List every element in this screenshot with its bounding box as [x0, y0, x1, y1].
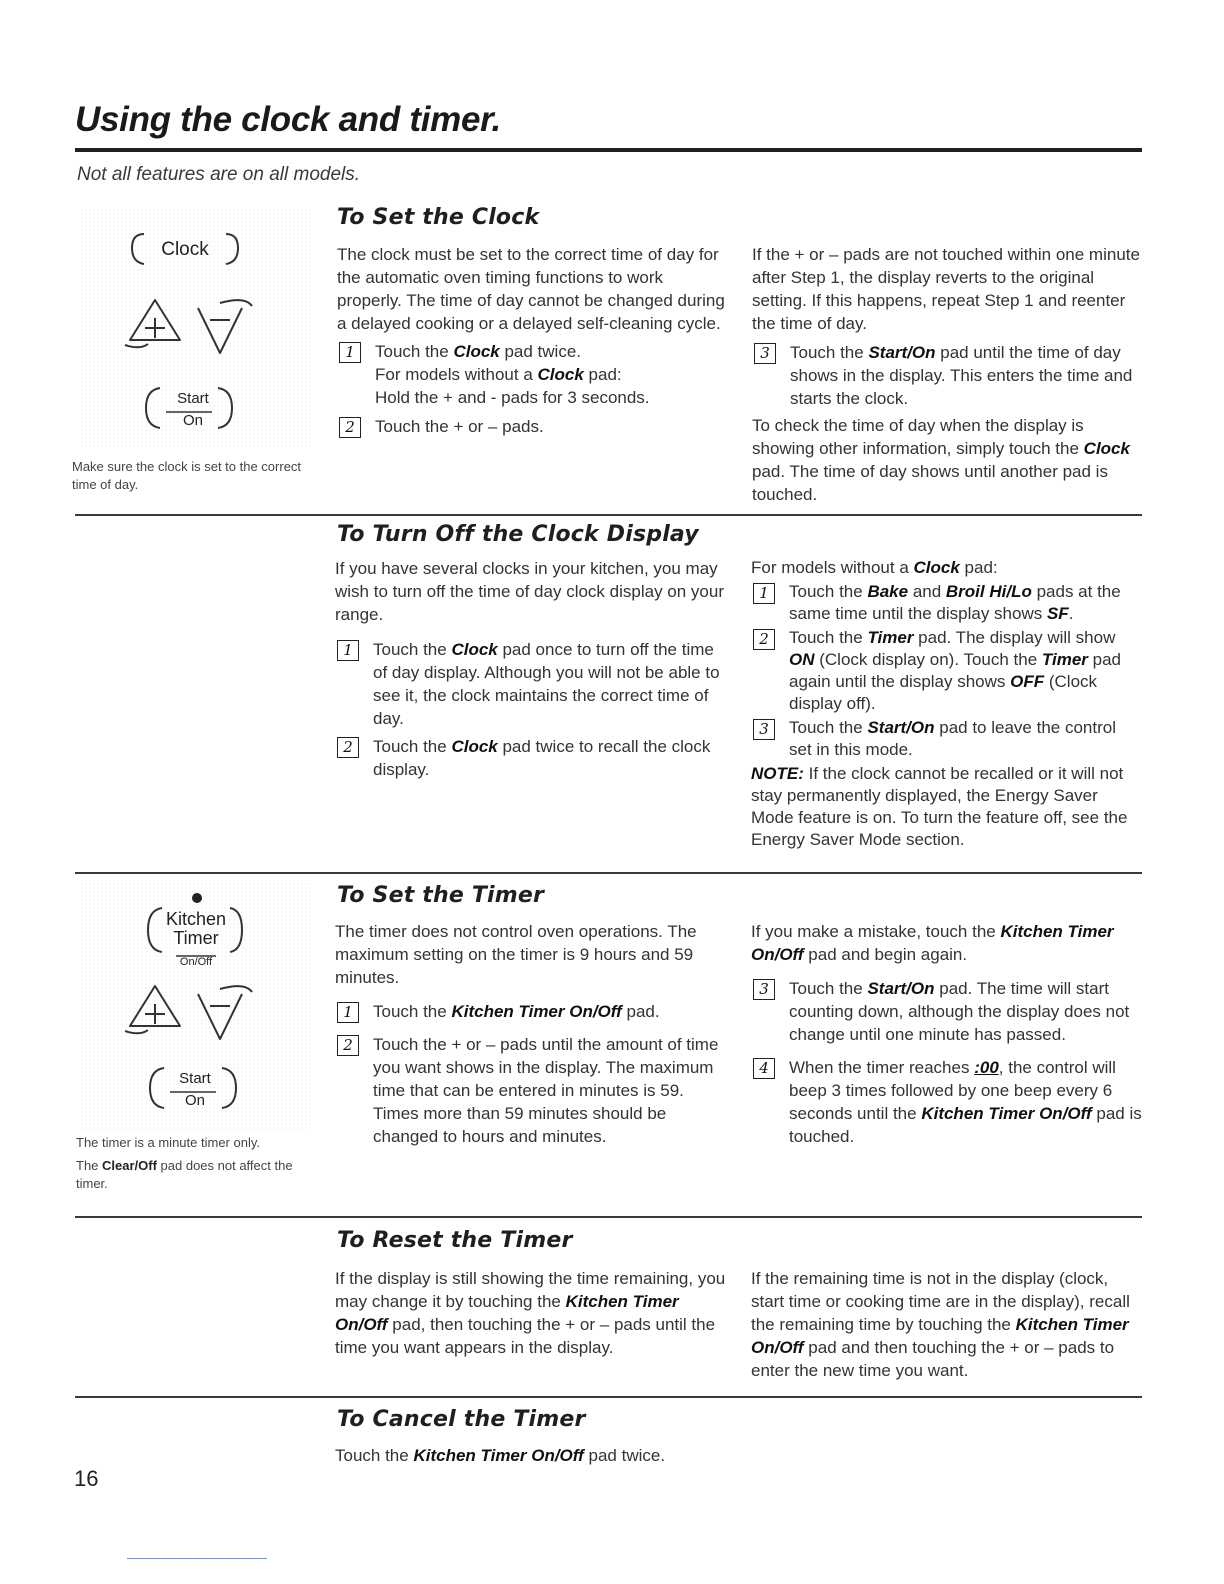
clock-pad-label: Clock — [161, 239, 209, 260]
timer-onoff-label: On/Off — [179, 956, 213, 968]
clock-caption: Make sure the clock is set to the correct time of day. — [72, 459, 302, 492]
heading-set-timer: To Set the Timer — [337, 883, 545, 908]
set-timer-left-column — [335, 920, 730, 1148]
kitchen-pad-label: Kitchen — [165, 909, 227, 929]
turn-off-right-step-2: 2 Touch the Timer pad. The display will show ON (Clock display on). Touch the Timer pad again until the display shows OFF (Clock display off). — [751, 627, 1143, 715]
set-clock-step-1: 1 Touch the Clock pad twice. For models without a Clock pad: Hold the + and - pads for 3 seconds. — [337, 340, 729, 409]
section-divider — [75, 1396, 1142, 1398]
heading-cancel-timer: To Cancel the Timer — [337, 1407, 586, 1432]
timer-on-pad-label: On — [184, 1092, 205, 1109]
reset-timer-right: If the remaining time is not in the display (clock, start time or cooking time are in the display), recall the remaining time by touching the Kitchen Timer On/Off pad and then touching the + or – pads to enter the new time you want. — [751, 1269, 1130, 1380]
step-number-2: 2 — [339, 417, 361, 438]
heading-turn-off-clock: To Turn Off the Clock Display — [337, 522, 699, 547]
timer-caption-2: The Clear/Off pad does not affect the timer. — [76, 1158, 293, 1191]
timer-pad-label: Timer — [173, 928, 219, 948]
set-timer-step-1: 1 Touch the Kitchen Timer On/Off pad. — [335, 1000, 730, 1023]
timer-start-pad-label: Start — [179, 1070, 211, 1087]
set-clock-check-text: To check the time of day when the display is showing other information, simply touch the Clock pad. The time of day shows until another pad is touched. — [752, 416, 1130, 504]
reset-timer-left: If the display is still showing the time remaining, you may change it by touching the Kitchen Timer On/Off pad, then touching the + or – pads until the time you want appears in the display. — [335, 1269, 726, 1357]
timer-caption-1: The timer is a minute timer only. — [76, 1135, 260, 1150]
cancel-timer-text: Touch the Kitchen Timer On/Off pad twice. — [335, 1446, 666, 1465]
footer-line — [127, 1558, 267, 1559]
set-timer-right-intro: If you make a mistake, touch the Kitchen Timer On/Off pad and begin again. — [751, 922, 1114, 964]
set-timer-right-column — [751, 920, 1143, 1148]
turn-off-note: NOTE: If the clock cannot be recalled or it will not stay permanently displayed, the Energy Saver Mode feature is on. To turn the feature off, see the Energy Saver Mode section. — [751, 764, 1128, 849]
set-timer-step-2: 2 Touch the + or – pads until the amount of time you want shows in the display. The maximum time that can be entered in minutes is 59. Times more than 59 minutes should be changed to hours and minutes. — [335, 1033, 730, 1148]
set-clock-step-2: 2 Touch the + or – pads. — [337, 415, 729, 438]
set-timer-step-3: 3 Touch the Start/On pad. The time will start counting down, although the display does not change until one minute has passed. — [751, 977, 1143, 1046]
timer-pad-illustration — [80, 882, 310, 1132]
turn-off-right-column — [751, 557, 1143, 851]
heading-reset-timer: To Reset the Timer — [337, 1228, 573, 1253]
clock-on-pad-label: On — [182, 412, 203, 429]
section-divider — [75, 872, 1142, 874]
section-divider — [75, 1216, 1142, 1218]
page-number: 16 — [74, 1466, 99, 1491]
turn-off-intro: If you have several clocks in your kitchen, you may wish to turn off the time of day clock display on your range. — [335, 559, 724, 624]
turn-off-right-step-1: 1 Touch the Bake and Broil Hi/Lo pads at the same time until the display shows SF. — [751, 581, 1143, 625]
turn-off-right-step-3: 3 Touch the Start/On pad to leave the control set in this mode. — [751, 717, 1143, 761]
title-rule — [75, 148, 1142, 152]
turn-off-left-column — [335, 557, 730, 781]
set-clock-right-column — [752, 243, 1142, 506]
set-clock-right-intro: If the + or – pads are not touched within one minute after Step 1, the display reverts to the original setting. If this happens, repeat Step 1 and reenter the time of day. — [752, 245, 1140, 333]
set-clock-intro: The clock must be set to the correct time of day for the automatic oven timing functions to work properly. The time of day cannot be changed during a delayed cooking or a delayed self-cleaning cycle. — [337, 245, 725, 333]
heading-set-clock: To Set the Clock — [337, 205, 540, 230]
step-number-3: 3 — [754, 343, 776, 364]
step-number-1: 1 — [339, 342, 361, 363]
set-timer-step-4: 4 When the timer reaches :00, the control will beep 3 times followed by one beep every 6 seconds until the Kitchen Timer On/Off pad is touched. — [751, 1056, 1143, 1148]
turn-off-right-intro: For models without a Clock pad: — [751, 558, 998, 577]
set-clock-left-column — [337, 243, 729, 438]
clock-pad-illustration — [80, 208, 310, 448]
page-subtitle: Not all features are on all models. — [77, 164, 361, 185]
section-divider — [75, 514, 1142, 516]
set-timer-intro: The timer does not control oven operations. The maximum setting on the timer is 9 hours and 59 minutes. — [335, 922, 697, 987]
page-title: Using the clock and timer. — [75, 100, 501, 139]
clock-start-pad-label: Start — [177, 390, 209, 407]
set-clock-step-3: 3 Touch the Start/On pad until the time of day shows in the display. This enters the time and starts the clock. — [752, 341, 1142, 410]
turn-off-step-1: 1 Touch the Clock pad once to turn off the time of day display. Although you will not be able to see it, the clock maintains the correct time of day. — [335, 638, 730, 730]
turn-off-step-2: 2 Touch the Clock pad twice to recall the clock display. — [335, 735, 730, 781]
